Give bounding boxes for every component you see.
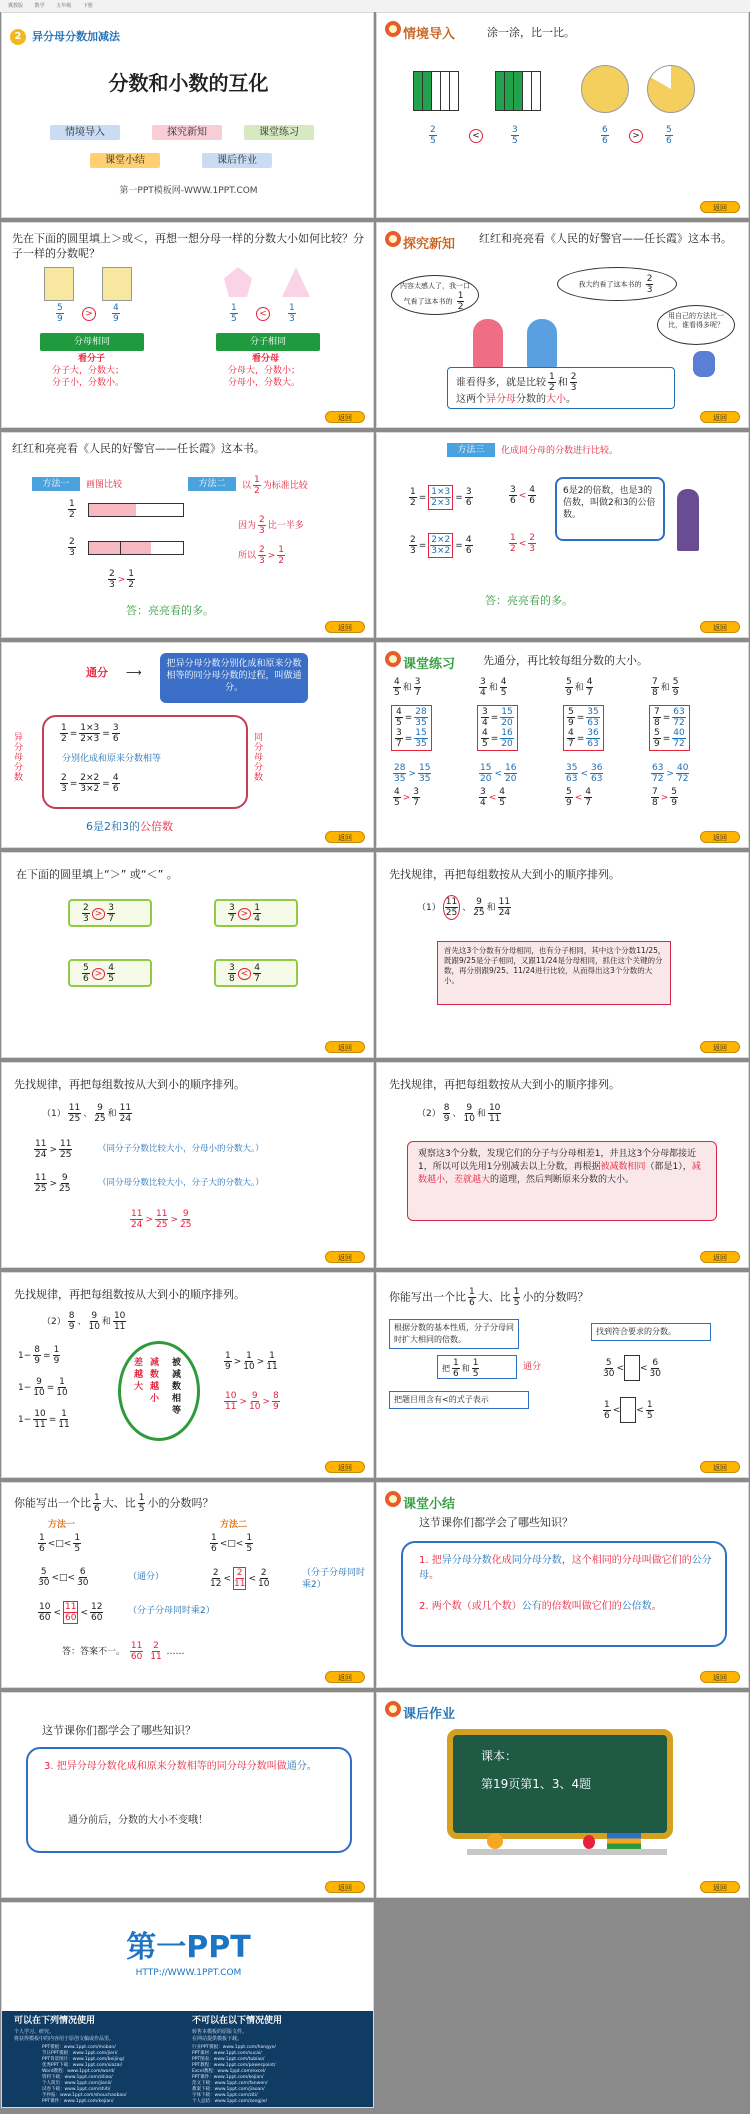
summary-point-3: 3. 把异分母分数化成和原来分数相等的同分母分数叫做通分。 bbox=[44, 1761, 317, 1772]
back-button[interactable]: 返回 bbox=[325, 1881, 365, 1893]
nav-button-intro[interactable]: 情境导入 bbox=[50, 125, 120, 140]
back-button[interactable]: 返回 bbox=[700, 1461, 740, 1473]
sign-circle-1[interactable]: > bbox=[92, 908, 106, 920]
tongfen-compare: $\frac{5}{30}$ < < $\frac{6}{30}$ bbox=[601, 1355, 663, 1381]
link-right-9[interactable]: 字体下载：www.1ppt.com/ziti/ bbox=[192, 2093, 258, 2098]
back-button[interactable]: 返回 bbox=[700, 1251, 740, 1263]
multiple-note: 6是2的倍数，也是3的倍数，叫做2和3的公倍数。 bbox=[563, 486, 656, 520]
compare-circle-right[interactable]: < bbox=[256, 307, 270, 321]
story-line: 红红和亮亮看《人民的好警官——任长霞》这本书。 bbox=[12, 442, 265, 455]
topbar-subject: 数学 bbox=[34, 3, 45, 9]
original-compare: $\frac{1}{6}$ < < $\frac{1}{5}$ bbox=[601, 1397, 656, 1423]
g1-result: $\frac{4}{5}$ > $\frac{3}{7}$ bbox=[394, 787, 420, 808]
subtract-row-2: 1− $\frac{9}{10}$ = $\frac{1}{10}$ bbox=[18, 1377, 68, 1398]
g4-original: $\frac{7}{8}$ 和 $\frac{5}{9}$ bbox=[652, 677, 679, 698]
g2-original: $\frac{3}{4}$ 和 $\frac{4}{5}$ bbox=[480, 677, 507, 698]
magnifier-icon bbox=[385, 231, 401, 247]
grid-9-b bbox=[102, 267, 132, 301]
method-1-tag: 方法一 bbox=[32, 477, 80, 491]
question-text: 先找规律，再把每组数按从大到小的顺序排列。 bbox=[14, 1288, 245, 1301]
girl-illustration bbox=[473, 319, 503, 369]
speech-bubble-liang: 我大约看了这本书的 $\frac{2}{3}$ bbox=[557, 267, 677, 301]
desk-shelf bbox=[467, 1849, 667, 1855]
section-heading: 课后作业 bbox=[403, 1707, 456, 1722]
banner-same-numerator: 分子相同 bbox=[216, 333, 320, 351]
link-right-5[interactable]: Excel教程：www.1ppt.com/excel/ bbox=[192, 2069, 266, 2074]
hint-box bbox=[407, 1141, 717, 1221]
fraction-2-5: $\frac{2}{5}$ bbox=[430, 125, 436, 146]
m1-row-3: $\frac{10}{60}$ < $\frac{11}{60}$ < $\frac{12}{60}$ bbox=[39, 1602, 103, 1623]
g4-result: $\frac{7}{8}$ > $\frac{5}{9}$ bbox=[652, 787, 678, 808]
back-button[interactable]: 返回 bbox=[700, 411, 740, 423]
watermark: 第一PPT模板网-WWW.1PPT.COM bbox=[119, 186, 258, 196]
nav-button-summary[interactable]: 课堂小结 bbox=[90, 153, 160, 168]
link-right-2[interactable]: PPT素材：www.1ppt.com/sucai/ bbox=[192, 2051, 262, 2056]
hint-row-1: （同分子分数比较大小，分母小的分数大。） bbox=[98, 1144, 264, 1154]
prompt-text: 涂一涂，比一比。 bbox=[487, 26, 575, 39]
practice-group-2 bbox=[477, 677, 547, 811]
topbar-publisher: 冀教版 bbox=[8, 3, 24, 9]
books-decoration bbox=[607, 1833, 641, 1849]
step-box-2 bbox=[591, 1323, 711, 1341]
fraction-3-5: $\frac{3}{5}$ bbox=[512, 125, 518, 146]
summary-point-4: 通分前后，分数的大小不变哦！ bbox=[68, 1815, 208, 1826]
reason-line: 因为 $\frac{2}{3}$ 比一半多 bbox=[238, 515, 304, 536]
summary-point-1: 1. 把异分母分数化成同分母分数，这个相同的分母叫做它们的公分母。 bbox=[419, 1555, 712, 1581]
compare-row-2: $\frac{11}{25}$ > $\frac{9}{25}$ bbox=[35, 1173, 71, 1194]
lightbulb-icon bbox=[385, 1491, 401, 1507]
nav-button-explore[interactable]: 探究新知 bbox=[152, 125, 222, 140]
fraction-list: （2） $\frac{8}{9}$ 、 $\frac{9}{10}$ 和 $\frac{10}{11}$ bbox=[417, 1103, 501, 1124]
back-button[interactable]: 返回 bbox=[700, 1881, 740, 1893]
link-right-8[interactable]: 教案下载：www.1ppt.com/jiaoan/ bbox=[192, 2087, 265, 2092]
sign-circle-2[interactable]: > bbox=[238, 908, 252, 920]
m1-row-1: $\frac{1}{6}$ <□< $\frac{1}{5}$ bbox=[39, 1533, 81, 1554]
multiple-note-box bbox=[555, 477, 665, 541]
slide-9-fill-signs bbox=[1, 852, 374, 1058]
side-label-left: 异分母分数 bbox=[14, 733, 24, 783]
link-right-10[interactable]: 个人总结：www.1ppt.com/zongjie/ bbox=[192, 2099, 268, 2104]
link-left-8[interactable]: 试卷下载：www.1ppt.com/shiti/ bbox=[42, 2087, 111, 2092]
m2-note: （分子分母同时乘2） bbox=[302, 1568, 366, 1590]
side-label-right: 同分母分数 bbox=[254, 733, 264, 783]
link-left-2[interactable]: 节日PPT模板：www.1ppt.com/jieri/ bbox=[42, 2051, 118, 2056]
teacher-illustration bbox=[677, 489, 699, 551]
nav-button-homework[interactable]: 课后作业 bbox=[202, 153, 272, 168]
back-button[interactable]: 返回 bbox=[325, 1041, 365, 1053]
scroll-item-2: $\frac{3}{7}$ > $\frac{1}{4}$ bbox=[214, 899, 298, 927]
m2-row-1: $\frac{1}{6}$ <□< $\frac{1}{5}$ bbox=[211, 1533, 253, 1554]
fraction-bar-3-5 bbox=[495, 71, 541, 111]
link-left-5[interactable]: Word教程：www.1ppt.com/word/ bbox=[42, 2069, 115, 2074]
section-heading: 情境导入 bbox=[403, 27, 456, 42]
practice-group-1 bbox=[391, 677, 461, 811]
unit-title: 异分母分数加减法 bbox=[32, 30, 120, 43]
note-left-2: 分子小，分数小。 bbox=[52, 378, 125, 388]
can-use-item-1: 个人学习、研究。 bbox=[14, 2029, 55, 2035]
bar-label-1-2: $\frac{1}{2}$ bbox=[69, 499, 75, 520]
g4-convert: $\frac{7}{8}$ = $\frac{63}{72}$ $\frac{5}{9}$ = $\frac{40}{72}$ bbox=[649, 705, 690, 751]
question-text: 先在下面的圆里填上＞或＜，再想一想分母一样的分数大小如何比较？分子一样的分数呢？ bbox=[12, 232, 364, 260]
links-left bbox=[42, 2045, 182, 2105]
def-row-1: $\frac{1}{2}$ = $\frac{1\times 3}{2\times 3}$ = $\frac{3}{6}$ bbox=[61, 723, 119, 744]
term-label: 通分 bbox=[86, 666, 108, 679]
pentagon bbox=[224, 267, 252, 297]
slide-19-brand bbox=[1, 1902, 374, 2108]
back-button[interactable]: 返回 bbox=[700, 831, 740, 843]
speech-bubble-cat: 用自己的方法比一比，谁看得多呢？ bbox=[657, 305, 735, 345]
link-left-1[interactable]: PPT模板：www.1ppt.com/moban/ bbox=[42, 2045, 116, 2050]
question-text: 先通分，再比较每组分数的大小。 bbox=[483, 654, 648, 667]
cat-illustration bbox=[693, 351, 715, 377]
fraction-list: （2） $\frac{8}{9}$ 、 $\frac{9}{10}$ 和 $\frac{10}{11}$ bbox=[42, 1311, 126, 1332]
compare-circle-2[interactable]: > bbox=[629, 129, 643, 143]
rule-minuend-equal: 被减数相等 bbox=[172, 1358, 182, 1416]
step-box-3 bbox=[437, 1355, 517, 1379]
final-order: $\frac{11}{24}$ > $\frac{11}{25}$ > $\frac{9}{25}$ bbox=[131, 1209, 192, 1230]
back-button[interactable]: 返回 bbox=[700, 1671, 740, 1683]
m1-note-2: （分子分母同时乘2） bbox=[128, 1606, 215, 1616]
hint-text: 首先这3个分数有分母相同，也有分子相同，其中这个分数11/25，既跟9/25是分子相同，又跟11/24是分母相同，抓住这个关键的分数，再分别跟9/25、11/24进行比较，从而得出这3个分数的大小。 bbox=[444, 946, 666, 985]
g1-compare: $\frac{28}{35}$ > $\frac{15}{35}$ bbox=[394, 763, 431, 784]
answer-text: 答：亮亮看的多。 bbox=[485, 594, 573, 607]
def-middle-text: 分别化成和原来分数相等 bbox=[62, 754, 162, 764]
chalkboard bbox=[447, 1729, 673, 1839]
can-use-title: 可以在下列情况使用 bbox=[14, 2016, 96, 2026]
compare-circle-left[interactable]: > bbox=[82, 307, 96, 321]
m2-row-2: $\frac{2}{12}$ < $\frac{2}{11}$ < $\frac{2}{10}$ bbox=[210, 1568, 270, 1589]
step-text-2: 找到符合要求的分数。 bbox=[596, 1327, 676, 1336]
compare-row-1: $\frac{3}{6}$ < $\frac{4}{6}$ bbox=[510, 485, 536, 506]
back-button[interactable]: 返回 bbox=[325, 621, 365, 633]
g1-convert: $\frac{4}{5}$ = $\frac{28}{35}$ $\frac{3}{7}$ = $\frac{15}{35}$ bbox=[391, 705, 432, 751]
cannot-use-title: 不可以在以下情况使用 bbox=[192, 2016, 283, 2026]
method-2-tag: 方法二 bbox=[188, 477, 236, 491]
question-text: 先找规律，再把每组数按从大到小的顺序排列。 bbox=[14, 1078, 245, 1091]
conclusion-line: 所以 $\frac{2}{3}$ > $\frac{1}{2}$ bbox=[238, 545, 285, 566]
step-box-4 bbox=[389, 1391, 529, 1409]
slide-14-between-fractions bbox=[376, 1272, 749, 1478]
rule-subtrahend-smaller: 减数越小 bbox=[150, 1358, 160, 1404]
g2-compare: $\frac{15}{20}$ < $\frac{16}{20}$ bbox=[480, 763, 517, 784]
fraction-5-6: $\frac{5}{6}$ bbox=[666, 125, 672, 146]
order-bottom: $\frac{10}{11}$ > $\frac{9}{10}$ > $\frac{8}{9}$ bbox=[225, 1391, 279, 1412]
grid-9-a bbox=[44, 267, 74, 301]
back-button[interactable]: 返回 bbox=[325, 1461, 365, 1473]
question-text: 你能写出一个比 $\frac{1}{6}$ 大、比 $\frac{1}{5}$ 小的分数吗？ bbox=[389, 1287, 589, 1308]
subtract-row-3: 1− $\frac{10}{11}$ = $\frac{1}{11}$ bbox=[18, 1409, 70, 1430]
question-text: 你能写出一个比 $\frac{1}{6}$ 大、比 $\frac{1}{5}$ 小的分数吗？ bbox=[14, 1493, 214, 1514]
method-3-tag: 方法三 bbox=[447, 443, 495, 457]
nav-button-practice[interactable]: 课堂练习 bbox=[244, 125, 314, 140]
brand-url: HTTP://WWW.1PPT.COM bbox=[135, 1968, 242, 1978]
links-right bbox=[192, 2045, 342, 2105]
summary-box bbox=[401, 1541, 727, 1647]
pie-6-6 bbox=[581, 65, 629, 113]
g1-original: $\frac{4}{5}$ 和 $\frac{3}{7}$ bbox=[394, 677, 421, 698]
slide-5-methods-1-2 bbox=[1, 432, 374, 638]
back-button[interactable]: 返回 bbox=[700, 621, 740, 633]
note-left-head: 看分子 bbox=[78, 354, 106, 364]
g3-result: $\frac{5}{9}$ < $\frac{4}{7}$ bbox=[566, 787, 592, 808]
link-left-3[interactable]: PPT背景图片：www.1ppt.com/beijing/ bbox=[42, 2057, 125, 2062]
scroll-item-1: $\frac{2}{3}$ > $\frac{3}{7}$ bbox=[68, 899, 152, 927]
slide-6-method-3 bbox=[376, 432, 749, 638]
slide-17-summary-2 bbox=[1, 1692, 374, 1898]
bar-label-2-3: $\frac{2}{3}$ bbox=[69, 537, 75, 558]
link-left-10[interactable]: PPT课件：www.1ppt.com/kejian/ bbox=[42, 2099, 114, 2104]
homework-title: 课本： bbox=[481, 1749, 518, 1763]
question-text: 先找规律，再把每组数按从大到小的顺序排列。 bbox=[389, 1078, 620, 1091]
back-button[interactable]: 返回 bbox=[325, 1251, 365, 1263]
fraction-list: （1） $\frac{11}{25}$ 、 $\frac{9}{25}$ 和 $\frac{11}{24}$ bbox=[417, 897, 511, 918]
slide-8-practice bbox=[376, 642, 749, 848]
practice-group-4 bbox=[649, 677, 719, 811]
slide-7-definition bbox=[1, 642, 374, 848]
link-left-4[interactable]: 优秀PPT下载：www.1ppt.com/xiazai/ bbox=[42, 2063, 123, 2068]
g2-result: $\frac{3}{4}$ < $\frac{4}{5}$ bbox=[480, 787, 506, 808]
step-box-1 bbox=[389, 1319, 519, 1349]
boy-illustration bbox=[527, 319, 557, 369]
bubble-liang-text: 我大约看了这本书的 bbox=[578, 280, 642, 289]
link-right-3[interactable]: PPT图表：www.1ppt.com/tubiao/ bbox=[192, 2057, 265, 2062]
bar-half bbox=[88, 503, 184, 517]
banner-same-denominator: 分母相同 bbox=[40, 333, 144, 351]
method-3-title: 化成同分母的分数进行比较。 bbox=[501, 446, 619, 456]
g2-convert: $\frac{3}{4}$ = $\frac{15}{20}$ $\frac{4}{5}$ = $\frac{16}{20}$ bbox=[477, 705, 518, 751]
note-right-1: 分母大，分数小； bbox=[228, 366, 301, 376]
brand-logo: 第一PPT bbox=[126, 1930, 251, 1965]
summary-question: 这节课你们都学会了哪些知识？ bbox=[419, 1516, 573, 1529]
definition-box: 把异分母分数分别化成和原来分数相等的同分母分数的过程，叫做通分。 bbox=[160, 653, 308, 703]
fraction-1-3: $\frac{1}{3}$ bbox=[289, 303, 295, 324]
fraction-1-5: $\frac{1}{5}$ bbox=[231, 303, 237, 324]
slide-18-homework bbox=[376, 1692, 749, 1898]
method-1-tag: 方法一 bbox=[48, 1520, 76, 1530]
slide-3-compare-rules bbox=[1, 222, 374, 428]
speech-bubble-hong: 内容太感人了，我一口气看了这本书的 $\frac{1}{2}$ bbox=[391, 275, 479, 315]
practice-group-3 bbox=[563, 677, 633, 811]
bar-two-thirds bbox=[88, 541, 184, 555]
method-2-label: 以 $\frac{1}{2}$ 为标准比较 bbox=[242, 475, 308, 496]
m1-note-1: （通分） bbox=[128, 1572, 165, 1582]
link-right-1[interactable]: 行业PPT模板：www.1ppt.com/hangye/ bbox=[192, 2045, 276, 2050]
g3-compare: $\frac{35}{63}$ < $\frac{36}{63}$ bbox=[566, 763, 603, 784]
sign-circle-4[interactable]: < bbox=[238, 968, 252, 980]
fraction-6-6: $\frac{6}{6}$ bbox=[602, 125, 608, 146]
section-heading: 课堂练习 bbox=[403, 657, 456, 672]
link-right-7[interactable]: 范文下载：www.1ppt.com/fanwen/ bbox=[192, 2081, 268, 2086]
fraction-bar-2-5 bbox=[413, 71, 459, 111]
question-box bbox=[447, 367, 675, 409]
bar-compare: $\frac{2}{3}$ > $\frac{1}{2}$ bbox=[109, 569, 135, 590]
slide-2-intro bbox=[376, 12, 749, 218]
triangle bbox=[282, 267, 310, 297]
link-left-6[interactable]: 资料下载：www.1ppt.com/ziliao/ bbox=[42, 2075, 113, 2080]
fraction-5-9: $\frac{5}{9}$ bbox=[57, 303, 63, 324]
slide-10-ordering-hint bbox=[376, 852, 749, 1058]
question-line-1: 谁看得多，就是比较 $\frac{1}{2}$ 和 $\frac{2}{3}$ bbox=[456, 372, 577, 393]
subtract-row-1: 1− $\frac{8}{9}$ = $\frac{1}{9}$ bbox=[18, 1345, 60, 1366]
compare-circle-1[interactable]: < bbox=[469, 129, 483, 143]
order-top: $\frac{1}{9}$ > $\frac{1}{10}$ > $\frac{1}{11}$ bbox=[225, 1351, 278, 1372]
step-text-3: 把 $\frac{1}{6}$ 和 $\frac{1}{5}$ bbox=[442, 1358, 479, 1379]
compare-row-2: $\frac{1}{2}$ < $\frac{2}{3}$ bbox=[510, 533, 536, 554]
link-left-9[interactable]: 手抄报：www.1ppt.com/shouchaobao/ bbox=[42, 2093, 127, 2098]
back-button[interactable]: 返回 bbox=[325, 411, 365, 423]
hint-text: 观察这3个分数，发现它们的分子与分母相差1，并且这3个分母都接近1，所以可以先用1分别减去以上分数，再根据被减数相同（都是1），减数越小，差就越大的道理，然后判断原来分数的大小。 bbox=[418, 1149, 701, 1185]
lesson-title: 分数和小数的互化 bbox=[108, 71, 269, 95]
top-bar bbox=[0, 0, 750, 12]
note-left-1: 分子大，分数大； bbox=[52, 366, 125, 376]
cannot-use-item-1: 转售本模板的原版文件。 bbox=[192, 2029, 248, 2035]
apple-decoration bbox=[583, 1835, 595, 1849]
g3-convert: $\frac{5}{9}$ = $\frac{35}{63}$ $\frac{4}{7}$ = $\frac{36}{63}$ bbox=[563, 705, 604, 751]
def-row-2: $\frac{2}{3}$ = $\frac{2\times 2}{3\times 2}$ = $\frac{4}{6}$ bbox=[61, 773, 119, 794]
scroll-item-4: $\frac{3}{8}$ < $\frac{4}{7}$ bbox=[214, 959, 298, 987]
fraction-list: （1） $\frac{11}{25}$ 、 $\frac{9}{25}$ 和 $\frac{11}{24}$ bbox=[42, 1103, 132, 1124]
step-text-4: 把题目用含有<的式子表示 bbox=[394, 1395, 489, 1404]
g3-original: $\frac{5}{9}$ 和 $\frac{4}{7}$ bbox=[566, 677, 593, 698]
compare-row-1: $\frac{11}{24}$ > $\frac{11}{25}$ bbox=[35, 1139, 72, 1160]
scroll-item-3: $\frac{5}{6}$ > $\frac{4}{5}$ bbox=[68, 959, 152, 987]
step-text-1: 根据分数的基本性质，分子分母同时扩大相同的倍数。 bbox=[394, 1323, 514, 1344]
slide-15-two-methods bbox=[1, 1482, 374, 1688]
slide-12-ordering-2-hint bbox=[376, 1062, 749, 1268]
topbar-volume: 下册 bbox=[82, 3, 93, 9]
method-2-tag: 方法二 bbox=[220, 1520, 248, 1530]
section-heading: 课堂小结 bbox=[403, 1497, 456, 1512]
note-right-head: 看分母 bbox=[252, 354, 280, 364]
unit-number-badge: 2 bbox=[10, 29, 26, 45]
topbar-grade: 五年级 bbox=[56, 3, 72, 9]
pencil-icon bbox=[385, 651, 401, 667]
slide-4-explore bbox=[376, 222, 749, 428]
sign-circle-3[interactable]: > bbox=[92, 968, 106, 980]
question-line-2: 这两个异分母分数的大小。 bbox=[456, 394, 576, 405]
link-right-6[interactable]: PPT课件：www.1ppt.com/kejian/ bbox=[192, 2075, 264, 2080]
can-use-item-2: 将获得模板中的内容用于原创文稿或作品里。 bbox=[14, 2036, 115, 2042]
summary-question: 这节课你们都学会了哪些知识？ bbox=[42, 1724, 196, 1737]
convert-row-2: $\frac{2}{3}$ = $\frac{2\times 2}{3\times 2}$ = $\frac{4}{6}$ bbox=[410, 535, 472, 556]
clock-decoration bbox=[487, 1833, 503, 1849]
hint-row-2: （同分母分数比较大小，分子大的分数大。） bbox=[98, 1178, 264, 1188]
bubble-hong-text: 内容太感人了，我一口气看了这本书的 bbox=[400, 282, 470, 306]
summary-box bbox=[26, 1747, 352, 1853]
slide-16-summary bbox=[376, 1482, 749, 1688]
cannot-use-item-2: 在网站提供模板下载。 bbox=[192, 2036, 243, 2042]
step-label-tongfen: 通分 bbox=[523, 1362, 542, 1372]
clock-icon bbox=[385, 21, 401, 37]
slide-1-title bbox=[1, 12, 374, 218]
m1-row-2: $\frac{5}{30}$ <□< $\frac{6}{30}$ bbox=[38, 1567, 89, 1588]
link-left-7[interactable]: 个人简历：www.1ppt.com/jianli/ bbox=[42, 2081, 112, 2086]
back-button[interactable]: 返回 bbox=[700, 201, 740, 213]
question-text: 在下面的圆里填上“＞” 或“＜” 。 bbox=[16, 868, 178, 881]
answer-text: 答：亮亮看的多。 bbox=[126, 604, 214, 617]
back-button[interactable]: 返回 bbox=[325, 1671, 365, 1683]
answer-line: 答：答案不一。 $\frac{11}{60}$ $\frac{2}{11}$ …… bbox=[62, 1641, 185, 1662]
back-button[interactable]: 返回 bbox=[700, 1041, 740, 1053]
homework-text: 第19页第1、3、4题 bbox=[481, 1777, 592, 1791]
book-icon bbox=[385, 1701, 401, 1717]
slide-13-ordering-2 bbox=[1, 1272, 374, 1478]
pie-5-6 bbox=[647, 65, 695, 113]
story-line: 红红和亮亮看《人民的好警官——任长霞》这本书。 bbox=[479, 232, 732, 245]
rule-diff-larger: 差越大 bbox=[134, 1358, 144, 1392]
method-1-label: 画图比较 bbox=[86, 480, 123, 490]
hint-box bbox=[437, 941, 671, 1005]
back-button[interactable]: 返回 bbox=[325, 831, 365, 843]
summary-point-2: 2. 两个数（或几个数）公有的倍数叫做它们的公倍数。 bbox=[419, 1601, 662, 1612]
arrow-icon: ⟶ bbox=[126, 666, 142, 679]
slide-11-ordering-1 bbox=[1, 1062, 374, 1268]
note-right-2: 分母小，分数大。 bbox=[228, 378, 301, 388]
fraction-4-9: $\frac{4}{9}$ bbox=[113, 303, 119, 324]
common-multiple-note: 6是2和3的公倍数 bbox=[86, 820, 173, 833]
question-text: 先找规律，再把每组数按从大到小的顺序排列。 bbox=[389, 868, 620, 881]
convert-row-1: $\frac{1}{2}$ = $\frac{1\times 3}{2\times 3}$ = $\frac{3}{6}$ bbox=[410, 487, 472, 508]
g4-compare: $\frac{63}{72}$ > $\frac{40}{72}$ bbox=[652, 763, 689, 784]
section-heading: 探究新知 bbox=[403, 237, 456, 252]
link-right-4[interactable]: PPT教程：www.1ppt.com/powerpoint/ bbox=[192, 2063, 276, 2068]
